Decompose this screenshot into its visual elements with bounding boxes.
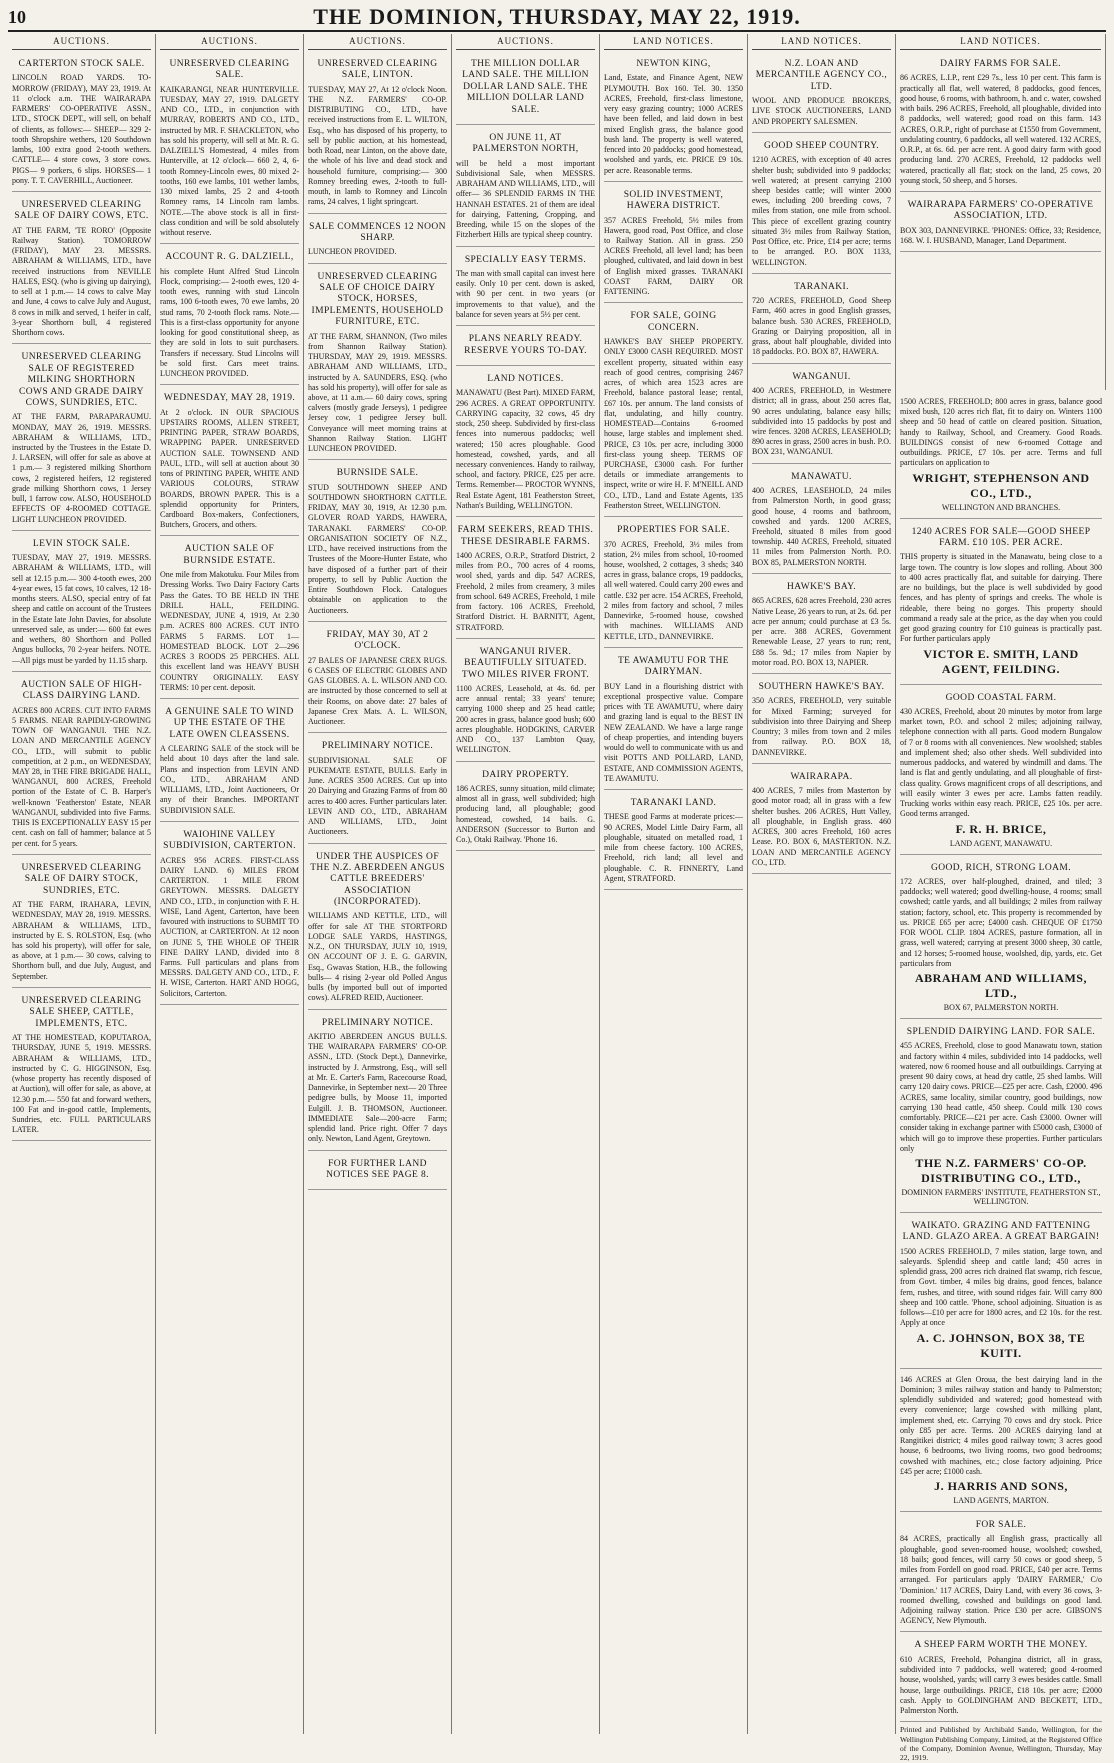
column-1 [8, 34, 156, 1734]
advertisement [604, 520, 743, 648]
column-7 [896, 34, 1106, 390]
ad-text: At 2 o'clock. IN OUR SPACIOUS UPSTAIRS ROOMS, ALLEN STREET, PRINTING PAPER, STRAW BOARDS, WRAPPING PAPER. UNRESERVED AUCTION SALE. TOWNSEND AND PAUL, LTD., will sell at auction about 30 tons of PRINTING PAPER, WHITE AND VARIOUS COLOURS, STRAW BOARDS, BROWN PAPER. This is a splendid opportunity for Printers, Cardboard Box-makers, Confectioners, Butchers, Grocers, and others. [160, 407, 299, 530]
ad-text: 350 ACRES, FREEHOLD, very suitable for Mixed Farming; surveyed for subdivision into three Dairying and Sheep Country; 3 miles from town and 2 miles from railway. P.O. BOX 18, DANNEVIRKE. [752, 696, 891, 757]
ad-title: A GENUINE SALE TO WIND UP THE ESTATE OF THE LATE OWEN CLEASSENS. [165, 707, 294, 740]
advertisement [604, 306, 743, 517]
ad-title: WEDNESDAY, MAY 28, 1919. [163, 393, 296, 404]
ad-title: PLANS NEARLY READY. RESERVE YOURS TO-DAY. [464, 334, 587, 356]
advertisement [12, 534, 151, 672]
column-header: AUCTIONS. [308, 34, 447, 50]
advertisement [604, 54, 743, 182]
ad-title: A SHEEP FARM WORTH THE MONEY. [914, 1640, 1088, 1651]
advertisement-w7 [900, 1372, 1102, 1512]
ad-title: ON JUNE 11, AT PALMERSTON NORTH, [472, 132, 579, 155]
ad-title: SPLENDID DAIRYING LAND. FOR SALE. [906, 1027, 1096, 1037]
advertisement [12, 991, 151, 1142]
ad-text: LINCOLN ROAD YARDS. TO-MORROW (FRIDAY), MAY 23, 1919. At 11 o'clock a.m. THE WAIRARAPA FARMERS' CO-OPERATIVE ASSN., LTD., STOCK DEPT., will sell, on behalf of clients, as follows:— SHEEP— 329 2-tooth Shropshire wethers, 120 Southdown lambs, 100 extra good 2-tooth wethers. CATTLE— 4 store cows, 3 store cows. PIGS— 9 porkers, 6 slips. HORSES— 1 pony. T. T. CAVERHILL, Auctioneer. [12, 73, 151, 185]
ad-title: GOOD SHEEP COUNTRY. [763, 140, 880, 151]
advertisement [308, 267, 447, 461]
column-3 [304, 34, 452, 1734]
ad-text: MANAWATU (Best Part). MIXED FARM, 296 ACRES. A GREAT OPPORTUNITY. CARRYING capacity, 32 cows, 45 dry stock, 250 sheep. Subdivided by first-class fences into numerous paddocks; well watered; 150 acres ploughable. Good homestead, cowshed, yards, and all necessary conveniences. Handy to railway, school, and factory. PRICE, £25 per acre. Terms. Remember— PROCTOR WYNNS, Real Estate Agent, 181 Featherston Street, Nathan's Building, WELLINGTON. [456, 388, 595, 510]
advertisement [308, 847, 447, 1010]
ad-text: 1500 ACRES FREEHOLD, 7 miles station, large town, and saleyards. Splendid sheep and cattle land; 450 acres in splendid grass, 200 acres rich drained flat swamp, rich fescue, from Govt. timber, 4 miles big drains, good fences, balance fern, rushes, and titree, with sound ridges fair. Will carry 800 sheep and 100 cattle. 'Phone, school adjoining. Situation is as follows—£10 per acre for 1800 acres, and £2 10s. for the rest. Apply at once [900, 1246, 1102, 1328]
advertisement [604, 651, 743, 790]
ad-title: WAIKATO. GRAZING AND FATTENING LAND. GLAZO AREA. A GREAT BARGAIN! [902, 1220, 1100, 1243]
advertisement [160, 54, 299, 244]
ad-title: FRIDAY, MAY 30, AT 2 O'CLOCK. [326, 629, 429, 652]
ad-title: TE AWAMUTU FOR THE DAIRYMAN. [617, 655, 730, 678]
column-5 [600, 34, 748, 1734]
advertisement [752, 136, 891, 274]
advertisement [900, 195, 1101, 252]
column-6 [748, 34, 896, 1734]
ad-title: FOR FURTHER LAND NOTICES SEE PAGE 8. [326, 1158, 429, 1180]
advertisement [160, 702, 299, 822]
ad-text: KAIKARANGI, NEAR HUNTERVILLE. TUESDAY, MAY 27, 1919. DALGETY AND CO., LTD., in conjunction with MURRAY, ROBERTS AND CO., LTD., instructed by MR. F. SHACKLETON, who has sold his property, will sell at Mr. R. G. DALZIELL'S Homestead, 4 miles from Hunterville, at 12 o'clock— 660 2, 4, 6-tooth Romney-Lincoln ewes, 80 mixed 2-tooths, 160 ewe lambs, 101 wether lambs, 130 mixed lambs, 25 2 and 4-tooth Romney rams, 14 Lincoln ram lambs. NOTE.—The above stock is all in first-class condition and will be sold absolutely without reserve. [160, 84, 299, 238]
ad-text: 84 ACRES, practically all English grass, practically all ploughable, good seven-roomed house, woolshed; cowshed, 18 bails; good fences, will carry 50 cows or good sheep, 5 miles from Fordell on good road. PRICE, £40 per acre. Terms arranged. For particulars apply 'DAIRY FARMER,' C/o 'Dominion.' 117 ACRES, Dairy Land, with every 36 cows, 3-roomed dwelling, cowshed and buildings on good land. Adjoining railway station. Price £30 per acre. GIBSON'S AGENCY, New Plymouth. [900, 1534, 1102, 1626]
page-number: 10 [8, 6, 26, 27]
ad-text: TUESDAY, MAY 27, At 12 o'clock Noon. THE N.Z. FARMERS' CO-OP. DISTRIBUTING CO., LTD., have received instructions from E. L. WILTON, Esq., who has disposed of his property, to sell by public auction, at his homestead, both Road, near Linton, on the above date, the whole of his live and dead stock and household furniture, comprising:— 300 Romney breeding ewes, 2-tooth to full-mouth, in lamb to Romney and Lincoln rams, 24 calves, 1 light springcart. [308, 84, 447, 207]
ad-text: SUBDIVISIONAL SALE OF PUKEMATE ESTATE, BULLS. Early in June. ACRES 3500 ACRES. Cut up into 20 Dairying and Grazing Farms of from 80 acres to 400 acres. Further particulars later. LEVIN AND CO., LTD., ABRAHAM AND WILLIAMS, LTD., Joint Auctioneers. [308, 755, 447, 837]
advertisement-w6 [900, 1216, 1102, 1369]
ad-text: THESE good Farms at moderate prices:— 90 ACRES, Model Little Dairy Farm, all ploughable, situated on metalled road, 1 mile from cheese factory. 100 ACRES, Freehold, rich land; all level and ploughable. C. R. FINNERTY, Land Agent, STRATFORD. [604, 812, 743, 883]
ad-title: ACCOUNT R. G. DALZIELL, [165, 252, 294, 263]
ad-title: PRELIMINARY NOTICE. [321, 1017, 434, 1028]
ad-title: CARTERTON STOCK SALE. [18, 59, 145, 69]
ad-text: WOOL AND PRODUCE BROKERS, LIVE STOCK AUCTIONEERS, LAND AND PROPERTY SALESMEN. [752, 96, 891, 126]
advertisement [12, 675, 151, 855]
ad-text: 610 ACRES, Freehold, Pohangina district, all in grass, subdivided into 7 paddocks, well watered; good 4-roomed house, woolshed, yards; will carry 3 ewes besides cattle. Small house, large outbuildings. PRICE, £18 10s. per acre; £2000 cash. Apply to GOLDINGHAM AND BECKETT, LTD., Palmerston North. [900, 1654, 1102, 1716]
ad-address: DOMINION FARMERS' INSTITUTE, FEATHERSTON ST., WELLINGTON. [901, 1187, 1101, 1206]
masthead [8, 4, 1106, 32]
ad-title: WAIRARAPA. [790, 771, 853, 782]
column-body [12, 54, 151, 1141]
ad-text: AT THE FARM, 'TE RORO' (Opposite Railway Station). TOMORROW (FRIDAY), MAY 23. MESSRS. ABRAHAM & WILLIAMS, LTD., have received instructions from NEVILLE HALES, ESQ. (who is giving up dairying), to sell at 1 p.m.— 14 cows to calve May and June, 4 cows to calve July and August, 8 cows in milk and served, 1 heifer in calf, 3-year Shorthorn bull, 4 registered Shorthorn cows. [12, 225, 151, 338]
advertisement [456, 520, 595, 639]
column-body [604, 54, 743, 890]
ad-advertiser: F. R. H. BRICE, [955, 821, 1047, 836]
ad-text: will be held a most important Subdivisional Sale, when MESSRS. ABRAHAM AND WILLIAMS, LTD., will offer— 36 SPLENDID FARMS IN THE HANNAH ESTATES. 21 of them are ideal for dairying, Fattening, Cropping, and Breeding, while 15 on the slopes of the Fitzherbert Hills are typical sheep country. [456, 158, 595, 240]
ad-title: SPECIALLY EASY TERMS. [464, 254, 587, 265]
ad-advertiser: ABRAHAM AND WILLIAMS, LTD., [915, 971, 1087, 1000]
newspaper-title: THE DOMINION, THURSDAY, MAY 22, 1919. [313, 4, 801, 29]
ad-text: WILLIAMS AND KETTLE, LTD., will offer for sale AT THE STORTFORD LODGE SALE YARDS, HASTINGS, N.Z., ON THURSDAY, JULY 10, 1919, ON ACCOUNT OF J. E. G. GARVIN, Esq., Gwavas Station, H.B., the following bulls— 4 rising 2-year old Polled Angus bulls (by imported bull out of imported cows). ALFRED REID, Auctioneer. [308, 911, 447, 1003]
ad-text: 27 BALES OF JAPANESE CREX RUGS. 6 CASES OF ELECTRIC GLOBES AND GAS GLOBES. A. L. WILSON AND CO. are instructed by those concerned to sell at their Rooms, on above date: 27 bales of Japanese Crex Mats. A. L. WILSON, Auctioneer. [308, 655, 447, 726]
ad-title: BURNSIDE SALE. [336, 468, 419, 479]
advertisement [752, 54, 891, 133]
column-body [456, 54, 595, 851]
column-header: AUCTIONS. [12, 34, 151, 50]
ad-text: ACRES 800 ACRES. CUT INTO FARMS 5 FARMS. NEAR RAPIDLY-GROWING TOWN OF WANGANUI. THE N.Z. LOAN AND MERCANTILE AGENCY CO., LTD., will submit to public competition, at 2 p.m., on WEDNESDAY, MAY 28, in THE FIRE BRIGADE HALL, WANGANUI, 800 ACRES, Freehold portion of the Estate of C. B. Harper's well-known 'Featherston' Estate, NEAR WANGANUI, subdivided into five Farms. THIS IS EXCEPTIONALLY EASY 15 per cent. cash on fall of hammer; balance at 5 per cent. for 5 years. [12, 705, 151, 848]
advertisement-w3 [900, 688, 1102, 855]
advertisement [752, 577, 891, 674]
advertisement [160, 825, 299, 1005]
ad-title: UNRESERVED CLEARING SALE SHEEP, CATTLE, IMPLEMENTS, ETC. [21, 995, 142, 1029]
ad-title: UNRESERVED CLEARING SALE. [169, 59, 290, 81]
column-body [160, 54, 299, 1005]
advertisement [456, 369, 595, 517]
ad-text: HAWKE'S BAY SHEEP PROPERTY. ONLY £3000 CASH REQUIRED. MOST excellent property, situated within easy reach of good centres, comprising 2467 acres, of which area 1523 acres are Freehold, balance pastoral lease; rental, £67 10s. per annum. The land consists of flat, undulating, and hilly country. HOMESTEAD—Contains 6-roomed house, large stables and implement shed. PRICE, £3 10s. per acre, including 3000 first-class young sheep. TERMS OF PURCHASE, £3000 cash. For further details or immediate arrangements to inspect, write or wire H. F. M'NEILL AND CO., LTD., Land and Estate Agents, 135 Featherston Street, WELLINGTON. [604, 337, 743, 510]
ad-text: LUNCHEON PROVIDED. [308, 247, 397, 257]
ad-title: SALE COMMENCES 12 NOON SHARP. [309, 221, 446, 243]
ad-address: BOX 67, PALMERSTON NORTH. [943, 1003, 1059, 1012]
ad-text: AT THE HOMESTEAD, KOPUTAROA, THURSDAY, JUNE 5, 1919. MESSRS. ABRAHAM & WILLIAMS, LTD., instructed by C. G. HIGGINSON, Esq. (whose property has recently disposed of at Auction), will offer for sale, as above, at 12.30 p.m.— 550 fat and forward wethers, 100 Fat and in-good cattle, Implements, Sundries, etc. FULL PARTICULARS LATER. [12, 1033, 151, 1135]
ad-text: Land, Estate, and Finance Agent, NEW PLYMOUTH. Box 160. Tel. 30. 1350 ACRES, Freehold, first-class limestone, very easy grazing country; 1000 ACRES have been felled, and laid down in best mixed English grass, the balance good bush land. The property is well watered, fenced into 20 paddocks; good homestead, woolshed and yards, etc. PRICE £9 10s. per acre. Reasonable terms. [604, 73, 743, 175]
advertisement [456, 54, 595, 125]
ad-title: THE MILLION DOLLAR LAND SALE. THE MILLION DOLLAR LAND SALE. THE MILLION DOLLAR LAND SALE. [462, 59, 589, 115]
ad-text: his complete Hunt Alfred Stud Lincoln Flock, comprising:— 2-tooth ewes, 120 4-tooth ewes, running with stud Lincoln rams, 100 6-tooth ewes, 70 ewe lambs, 20 stud rams, 70 2-tooth flock rams. Note.—This is a first-class opportunity for anyone looking for good constitutional sheep, as they are sold in lots to suit purchasers. Transfers if necessary. Stud Lincolns will be sold first. Cars meet trains. LUNCHEON PROVIDED. [160, 266, 299, 379]
column-header: LAND NOTICES. [604, 34, 743, 50]
advertisement [752, 367, 891, 464]
column-header: LAND NOTICES. [752, 34, 891, 50]
ad-text: 430 ACRES, Freehold, about 20 minutes by motor from large market town, P.O. and school 2 miles; adjoining railway, telephone connection with all parts. Good modern Bungalow of 7 or 8 rooms with all conveniences. New woolshed; stables and implement shed; also other sheds. Well subdivided into numerous paddocks, and watered by windmill and dams. The land is flat and gently undulating, and all ploughable of first-class quality. Grows magnificent crops of all descriptions, and will easily winter 3 ewes per acre. Lambs fatten readily. Trucking works within easy reach. PRICE, £25 10s. per acre. Good terms arranged. [900, 706, 1102, 819]
ad-title: MANAWATU. [791, 471, 852, 482]
wide-right-section [896, 394, 1106, 1763]
ad-text: AT THE FARM, SHANNON, (Two miles from Shannon Railway Station). THURSDAY, MAY 29, 1919. MESSRS. ABRAHAM AND WILLIAMS, LTD., instructed by A. SAUNDERS, ESQ. (who has sold his property), will offer for sale as above, at 11 a.m.— 60 dairy cows, spring calvers (mostly grade Jerseys), 1 pedigree Jersey cow, 1 pedigree Jersey bull. Conveyance will meet morning trains at Shannon Railway Station. LIGHT LUNCHEON PROVIDED. [308, 331, 447, 454]
advertisement [308, 1154, 447, 1191]
ad-text: BOX 303, DANNEVIRKE. 'PHONES: Office, 33; Residence, 168. W. I. HUSBAND, Manager, Land Department. [900, 225, 1101, 245]
advertisement [456, 765, 595, 852]
ad-text: STUD SOUTHDOWN SHEEP AND SOUTHDOWN SHORTHORN CATTLE. FRIDAY, MAY 30, 1919, At 12.30 p.m. GLOVER ROAD YARDS, HAWERA, TARANAKI. FARMERS' CO-OP. ORGANISATION SOCIETY OF N.Z., LTD., have received instructions from the Trustees of the Moore-Hunter Estate, who have disposed of a further part of their property, to sell by Public Auction the Entire Southdown Flock. Catalogues obtainable on application to the Auctioneers. [308, 482, 447, 615]
ad-title: TARANAKI. [794, 281, 849, 292]
advertisement [308, 1013, 447, 1151]
ad-title: GOOD, RICH, STRONG LOAM. [931, 862, 1071, 873]
advertisement [752, 277, 891, 364]
advertisement [160, 539, 299, 699]
ad-text: 865 ACRES, 628 acres Freehold, 230 acres Native Lease, 26 years to run, at 2s. 6d. per acre per annum; could purchase at £3 5s. per acre. 388 ACRES, Government Renewable Lease, 27 years to run; rent, £88 5s. 9d.; 17 miles from Napier by motor road. P.O. BOX 13, NAPIER. [752, 596, 891, 667]
advertisement [308, 54, 447, 214]
newspaper-page [8, 4, 1106, 1763]
advertisement [308, 463, 447, 621]
ad-text: 400 ACRES, FREEHOLD, in Westmere district; all in grass, about 250 acres flat, 90 acres undulating, balance easy hills; subdivided into 15 paddocks by post and wire fences. 3208 ACRES, LEASEHOLD; 890 acres in grass, 2500 acres in bush. P.O. BOX 231, WANGANUI. [752, 386, 891, 457]
ad-advertiser: THE N.Z. FARMERS' CO-OP. DISTRIBUTING CO., LTD., [915, 1155, 1087, 1185]
ad-text: A CLEARING SALE of the stock will be held about 10 days after the land sale. Plans and inspection from LEVIN AND CO., LTD., ABRAHAM AND WILLIAMS, LTD., Joint Auctioneers, Or any of their Branches. IMPORTANT SUBDIVISION SALE. [160, 744, 299, 815]
ad-text: The man with small capital can invest here easily. Only 10 per cent. down is asked, with 90 per cent. in two years (or improvements to that value), and the balance for seven years at 5½ per cent. [456, 269, 595, 319]
advertisement [12, 858, 151, 988]
ad-title: TARANAKI LAND. [630, 798, 717, 809]
ad-text: 720 ACRES, FREEHOLD, Good Sheep Farm, 460 acres in good English grasses, balance bush. 530 ACRES, FREEHOLD, Grazing or Dairying proposition, all in grass, about half ploughable, divided into 18 paddocks. P.O. BOX 87, HAWERA. [752, 296, 891, 357]
ad-text: 370 ACRES, Freehold, 3½ miles from station, 2½ miles from school, 10-roomed house, woolshed, 2 cottages, 3 sheds; 340 acres in grass, balance crops, 19 paddocks, all well watered. Could carry 200 ewes and cattle. £32 per acre. 154 ACRES, Freehold, 2 miles from factory and school, 7 miles Dannevirke, 5-roomed house, cowshed with machines. WILLIAMS AND KETTLE, LTD., DANNEVIRKE. [604, 539, 743, 641]
ad-title: FARM SEEKERS, READ THIS. THESE DESIRABLE FARMS. [457, 525, 594, 547]
column-header: AUCTIONS. [456, 34, 595, 50]
advertisement [752, 677, 891, 764]
advertisement [456, 329, 595, 366]
advertisement-w1 [900, 394, 1102, 519]
advertisement-w4 [900, 858, 1102, 1020]
column-body [900, 54, 1101, 252]
ad-text: 186 ACRES, sunny situation, mild climate; almost all in grass, well subdivided; high producing land, all ploughable; good homestead, cowshed, 14 bails. G. ANDERSON (Successor to Burton and Co.), Otaki Railway. 'Phone 16. [456, 784, 595, 845]
ad-text: 1210 ACRES, with exception of 40 acres shelter bush; subdivided into 9 paddocks; well watered; at present carrying 2100 sheep besides cattle; will winter 2000 ewes, including 200 breeding cows, 7 miles from station, one mile from school. This piece of excellent grazing country situated 3½ miles from Railway Station, Post Office, etc. Price, £14 per acre; terms to be arranged. P.O. BOX 1133, WELLINGTON. [752, 155, 891, 267]
ad-title: UNRESERVED CLEARING SALE, LINTON. [317, 59, 438, 81]
advertisement-w8 [900, 1515, 1102, 1633]
ad-title: UNDER THE AUSPICES OF THE N.Z. ABERDEEN ANGUS CATTLE BREEDERS' ASSOCIATION (INCORPORATED). [310, 851, 445, 908]
advertisement [456, 250, 595, 327]
ad-title: DAIRY PROPERTY. [482, 769, 569, 780]
ad-title: HAWKE'S BAY. [786, 581, 857, 592]
advertisement-w9 [900, 1635, 1102, 1722]
ad-text: One mile from Makotuku. Four Miles from Dressing Works. Two Dairy Factory Carts Pass the Gates. TO BE HELD IN THE DRILL HALL, FEILDING. WEDNESDAY, JUNE 4, 1919, At 2.30 p.m. ACRES 800 ACRES. CUT INTO FARMS 5 FARMS. LOT 1—HOMESTEAD BLOCK. LOT 2—296 ACRES 3 ROODS 25 PERCHES. ALL this excellent land was HEAVY BUSH COUNTRY ORIGINALLY. EASY TERMS: 10 per cent. deposit. [160, 570, 299, 692]
ad-title: 1240 ACRES FOR SALE—GOOD SHEEP FARM. £10 10S. PER ACRE. [911, 526, 1091, 549]
ad-title: NEWTON KING, [636, 59, 711, 69]
advertisement-w5 [900, 1022, 1102, 1213]
ad-text: 357 ACRES Freehold, 5½ miles from Hawera, good road, Post Office, and close to Railway Station. All in grass. 250 ACRES Freehold, all level land; has been ploughed, cultivated, and laid down in best of English mixed grasses. TARANAKI COAST FARM, DAIRY OR FATTENING. [604, 215, 743, 297]
advertisement [604, 185, 743, 304]
advertisement [752, 767, 891, 874]
ad-title: WANGANUI. [792, 371, 851, 382]
ad-title: WAIOHINE VALLEY SUBDIVISION, CARTERTON. [163, 829, 296, 852]
advertisement [308, 736, 447, 843]
ad-title: UNRESERVED CLEARING SALE OF DAIRY STOCK, SUNDRIES, ETC. [21, 862, 142, 896]
advertisement [12, 54, 151, 192]
ad-text: THIS property is situated in the Manawatu, being close to a large town. The country is low slopes and rolling. About 300 to 400 acres practically flat, and suitable for dairying. There are no buildings, but the place is well subdivided by good fences, and has plenty of springs and creeks. The whole is rideable, there being no gorges. This property should command a ready sale at the price, as the day when you could get good grazing country for £10 guineas is practically past. For further particulars apply [900, 552, 1102, 644]
column-body [308, 54, 447, 1190]
ad-title: FOR SALE. [975, 1519, 1027, 1530]
ad-title: LEVIN STOCK SALE. [32, 538, 131, 549]
advertisement [752, 467, 891, 574]
columns [8, 34, 1106, 1763]
ad-text: ACRES 956 ACRES. FIRST-CLASS DAIRY LAND. 6) MILES FROM CARTERTON. 1 MILE FROM GREYTOWN. MESSRS. DALGETY AND CO., LTD., in conjunction with F. H. WISE, Land Agent, Carterton, have been favoured with instructions to SUBMIT TO AUCTION, at CARTERTON. At 12 noon on JUNE 5, THE WHOLE OF THEIR FINE DAIRY LAND, divided into 8 Farms. Full particulars and plans from MESSRS. DALGETY AND CO., LTD., F. H. WISE, Carterton. HART AND HOGG, Solicitors, Carterton. [160, 855, 299, 998]
ad-text: 1400 ACRES, O.R.P., Stratford District, 2 miles from P.O., 700 acres of 4 rooms, wool shed, yards and dip. 547 ACRES, Freehold, 2 miles from creamery, 3 miles from school. 649 ACRES, Freehold, 1 mile from factory. 106 ACRES, Freehold, Stratford District. H. BARNITT, Agent, STRATFORD. [456, 550, 595, 632]
ad-title: WANGANUI RIVER. BEAUTIFULLY SITUATED. TWO MILES RIVER FRONT. [461, 646, 590, 680]
ad-title: AUCTION SALE OF BURNSIDE ESTATE. [183, 544, 276, 566]
ad-address: WELLINGTON AND BRANCHES. [941, 502, 1061, 512]
ad-title: UNRESERVED CLEARING SALE OF CHOICE DAIRY STOCK, HORSES, IMPLEMENTS, HOUSEHOLD FURNITURE, ETC. [311, 271, 444, 328]
ad-advertiser: WRIGHT, STEPHENSON AND CO., LTD., [912, 470, 1090, 500]
ad-title: GOOD COASTAL FARM. [945, 692, 1057, 703]
ad-text: 400 ACRES, LEASEHOLD, 24 miles from Palmerston North, in good grass; good house, 4 rooms and bathroom, cowshed and yards. 1200 ACRES, Freehold, situated 8 miles from good township. 440 ACRES, Freehold, situated 11 miles from Palmerston North. P.O. BOX 85, PALMERSTON NORTH. [752, 486, 891, 567]
ad-text: 455 ACRES, Freehold, close to good Manawatu town, station and factory within 4 miles, subdivided into 14 paddocks, well watered, now 6 roomed house and all outbuildings. Carrying at present 90 dairy cows, at head dry cattle, 25 shed lambs. Will carry 120 dairy cows. PRICE—£25 per acre. Cash, £2000. 496 ACRES, same locality, similar country, good buildings, now carrying 130 head cattle, 450 sheep. Could milk 130 cows comfortably. PRICE—£21 per acre. Cash £3000. Owner will consider taking in exchange partner with £5000 cash, £3000 of which will go to improve these properties. Further particulars only [900, 1041, 1102, 1153]
ad-address: LAND AGENTS, MARTON. [953, 1495, 1049, 1505]
ad-title: PRELIMINARY NOTICE. [321, 741, 434, 752]
ad-title: LAND NOTICES. [487, 373, 564, 384]
ad-address: LAND AGENT, MANAWATU. [949, 838, 1053, 848]
column-header: AUCTIONS. [160, 34, 299, 50]
ad-title: UNRESERVED CLEARING SALE OF REGISTERED MILKING SHORTHORN COWS AND GRADE DAIRY COWS, SUNDRIES, ETC. [19, 352, 144, 408]
ad-text: AT THE FARM, PARAPARAUMU. MONDAY, MAY 26, 1919. MESSRS. ABRAHAM & WILLIAMS, LTD., instructed by the Trustees in the Estate D. J. LARSEN, will offer for sale as above at 1 p.m.— 3 registered milking Shorthorn cows, 2 registered heifers, 12 registered grade milking Shorthorn cows, 1 Jersey bull, 1 farrow cow. ALSO, HOUSEHOLD EFFECTS OF 4-ROOMED COTTAGE. LIGHT LUNCHEON PROVIDED. [12, 412, 151, 524]
ad-advertiser: A. C. JOHNSON, BOX 38, TE KUITI. [916, 1330, 1086, 1360]
column-body [752, 54, 891, 874]
advertisement [12, 195, 151, 344]
column-header: LAND NOTICES. [900, 34, 1101, 50]
printer-imprint: Printed and Published by Archibald Sando, Wellington, for the Wellington Publishing Company, Limited, at the Registered Office of the Company, Dominion Avenue, Wellington, Thursday, May 22, 1919. [900, 1725, 1102, 1763]
advertisement [308, 217, 447, 264]
ad-text: 146 ACRES at Glen Oroua, the best dairying land in the Dominion; 3 miles railway station and handy to Palmerston; splendidly subdivided and watered; good homestead with every convenience; large cowshed with milking plant, implement shed, etc. Carrying 70 cows and dry stock. Price only £85 per acre. Terms. 200 ACRES dairying land at Rangitikei district; 4 miles good railway town; 3 acres good house, 6 bedrooms, two living rooms, two good bedrooms; cowshed with machines, etc.; close factory adjoining. Price £45 per acre; £1000 cash. [900, 1374, 1102, 1476]
ad-advertiser: VICTOR E. SMITH, LAND AGENT, FEILDING. [923, 646, 1079, 676]
advertisement [160, 247, 299, 385]
advertisement [12, 347, 151, 531]
ad-title: AUCTION SALE OF HIGH-CLASS DAIRYING LAND. [20, 679, 143, 702]
ad-text: 1100 ACRES, Leasehold, at 4s. 6d. per acre annual rental; 33 years' tenure; carrying 1000 sheep and 25 head cattle; 200 acres in grass, balance good bush; 600 acres ploughable. HODGKINS, CARVER AND CO., 137 Lambton Quay, WELLINGTON. [456, 683, 595, 755]
ad-title: WAIRARAPA FARMERS' CO-OPERATIVE ASSOCIATION, LTD. [907, 199, 1094, 222]
ad-text: 172 ACRES, over half-ploughed, drained, and tiled; 3 paddocks; well watered; good dwelling-house, 4 rooms; small cowshed; cattle yards, and all buildings; 2 miles from railway station; factory, school, etc. This property is recommended by us. PRICE £65 per acre; £4000 cash. CHEQUE OF £1750 FOR WOOL CLIP. 1804 ACRES, pasture formation, all in grass, well watered; carrying at present 3000 sheep, 30 cattle, and 12 horses; 5-roomed house, woolshed, dip, yards, etc. Get particulars from [900, 876, 1102, 968]
ad-text: BUY Land in a flourishing district with exceptional prospective value. Compare prices with TE AWAMUTU, where dairy and grazing land is equal to the BEST IN NEW ZEALAND. We have a large range of cheap properties, and intending buyers would do well to communicate with us and visit POTTS AND POLLARD, LAND, ESTATE, AND COMMISSION AGENTS, TE AWAMUTU. [604, 681, 743, 783]
ad-text: 400 ACRES, 7 miles from Masterton by good motor road; all in grass with a few shelter bushes. 206 ACRES, Hutt Valley, all ploughable, in English grass. 460 ACRES, 300 acres Freehold, 160 acres Lease. P.O. BOX 6, MASTERTON. N.Z. LOAN AND MERCANTILE AGENCY CO., LTD. [752, 786, 891, 867]
ad-title: SOLID INVESTMENT, HAWERA DISTRICT. [623, 189, 724, 212]
ad-title: DAIRY FARMS FOR SALE. [940, 59, 1061, 69]
ad-title: N.Z. LOAN AND MERCANTILE AGENCY CO., LTD. [755, 59, 888, 92]
advertisement [456, 642, 595, 762]
advertisement [604, 793, 743, 890]
ad-text: 1500 ACRES, FREEHOLD; 800 acres in grass, balance good mixed bush, 120 acres rich flat, fit to dairy on. Winters 1100 sheep and 50 head of cattle on cleared position. Situation, handy to Railway, School, and Creamery. Good Roads. BUILDINGS consist of new 6-roomed Cottage and outbuildings. PRICE, £7 10s. per acre. Terms and full particulars on application to [900, 397, 1102, 468]
ad-advertiser: J. HARRIS AND SONS, [934, 1478, 1068, 1493]
advertisement [456, 128, 595, 247]
ad-title: FOR SALE, GOING CONCERN. [630, 311, 717, 333]
ad-text: TUESDAY, MAY 27, 1919. MESSRS. ABRAHAM & WILLIAMS, LTD., will sell at 12.15 p.m.— 300 4-tooth ewes, 200 4-year ewes, 15 fat cows, 10 calves, 12 18-months steers. ALSO, special entry of fat sheep and cattle on account of the Trustees in the Estate late John Davies, for absolute unreserved sale, as under:— 600 fat ewes and wethers, 80 Shorthorn and Polled Angus bullocks, 70 2-year heifers. NOTE.—All pigs must be yarded by 11.15 sharp. [12, 553, 151, 665]
advertisement [900, 54, 1101, 192]
ad-text: 86 ACRES, L.I.P., rent £29 7s., less 10 per cent. This farm is practically all flat, well watered, 8 paddocks, good fences, good house, 6 rooms, with bathroom, h. and c. water, cowshed with bails. 296 ACRES, Freehold, all ploughable, divided into 8 paddocks, well watered; good road on this farm. 143 ACRES, O.R.P., right of purchase at £1550 from Government, undulating country, 6 paddocks, all well watered. 132 ACRES, O.R.P., at 6s. 6d. per acre rent. A good dairy farm with good producing land. 270 ACRES, Freehold, 12 paddocks well watered, practically all flat; stock on the land, 25 cows, 20 young stock, 50 sheep, and 5 horses. [900, 73, 1101, 185]
column-4 [452, 34, 600, 1734]
advertisement-w2 [900, 522, 1102, 685]
advertisement [160, 388, 299, 536]
ad-title: PROPERTIES FOR SALE. [617, 525, 730, 536]
column-2 [156, 34, 304, 1734]
ad-text: AKITIO ABERDEEN ANGUS BULLS. THE WAIRARAPA FARMERS' CO-OP. ASSN., LTD. (Stock Dept.), Dannevirke, instructed by J. Armstrong, Esq., will sell at Mr. E. Carter's Farm, Racecourse Road, Dannevirke, in September next— 20 Three pedigree bulls, by Moose 11, imported Eulgill. J. B. THOMSON, Auctioneer. IMMEDIATE Sale—200-acre Farm; splendid land. Price right. Offer 7 days only. Newton, Land Agent, Greytown. [308, 1031, 447, 1144]
advertisement [308, 625, 447, 733]
ad-text: AT THE FARM, IRAHARA, LEVIN, WEDNESDAY, MAY 28, 1919. MESSRS. ABRAHAM & WILLIAMS, LTD., instructed by E. S. ROLSTON, Esq. (who has sold his property), will offer for sale, as above, at 1 p.m.— 30 cows, calving to Shorthorn bull, and due July, August, and September. [12, 900, 151, 981]
ad-title: UNRESERVED CLEARING SALE OF DAIRY COWS, ETC. [14, 199, 149, 222]
ad-title: SOUTHERN HAWKE'S BAY. [758, 681, 885, 692]
